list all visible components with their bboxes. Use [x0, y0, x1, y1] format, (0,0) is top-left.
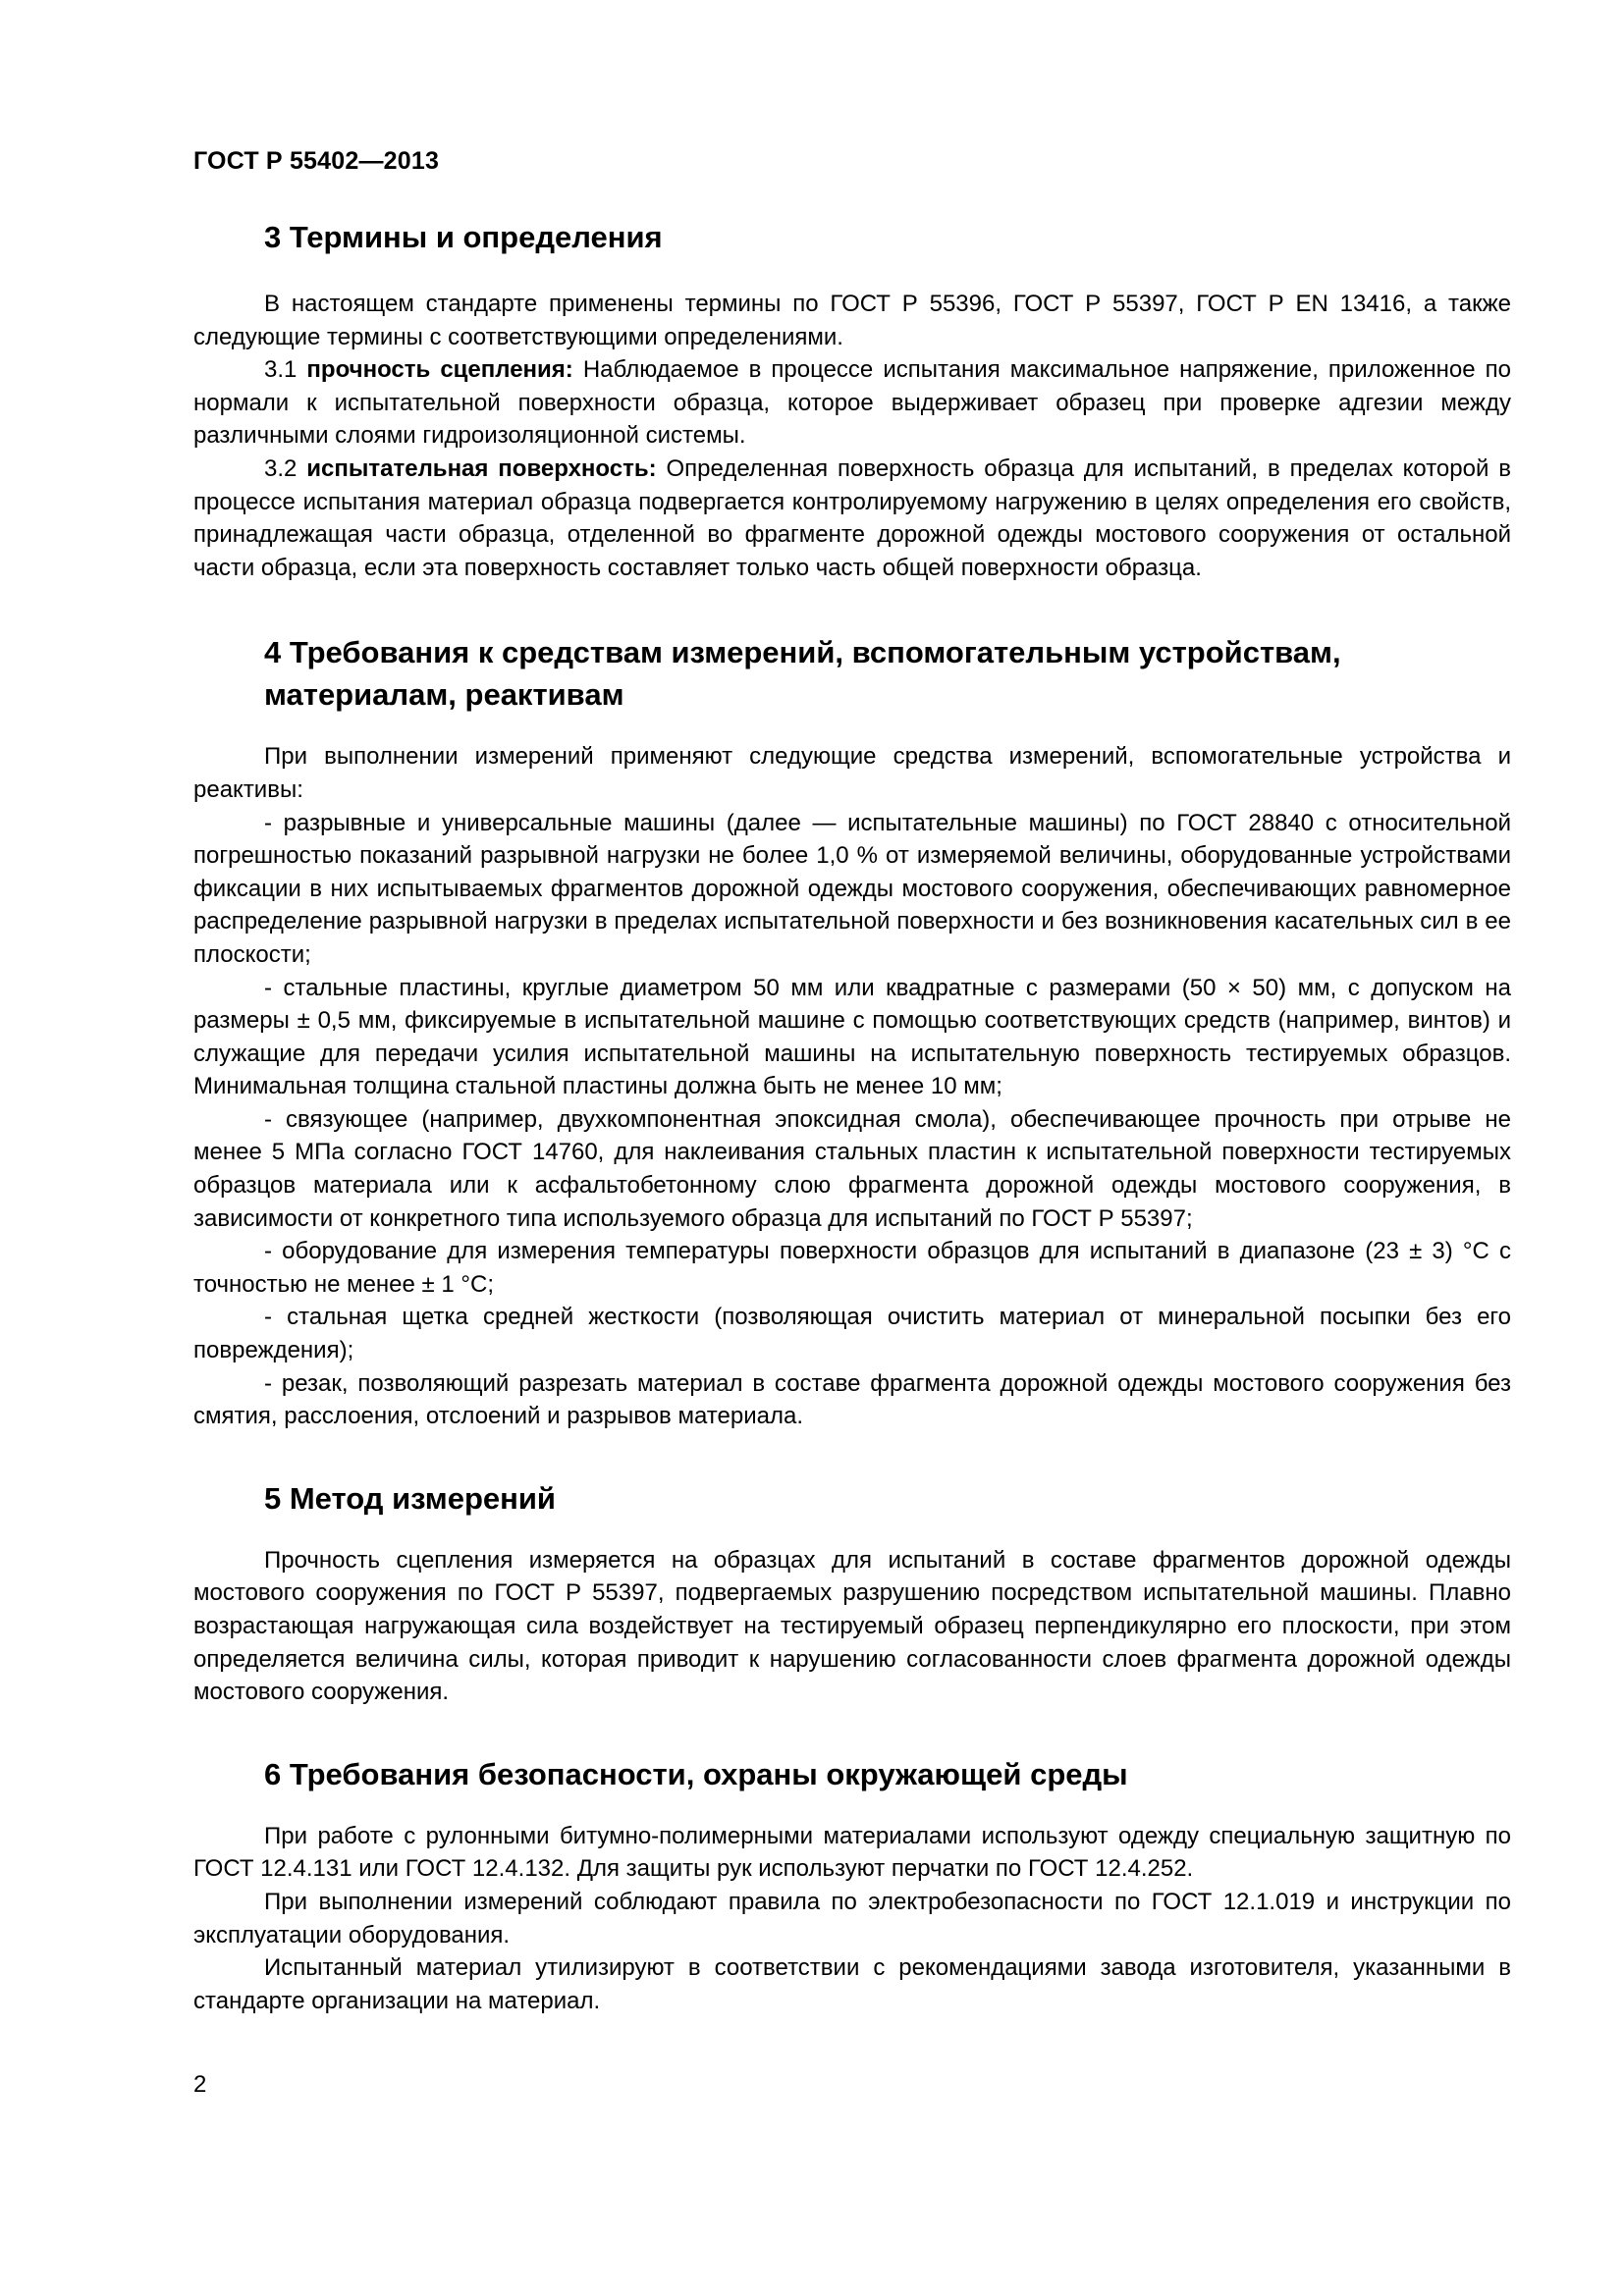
document-header: ГОСТ Р 55402—2013 — [193, 147, 440, 175]
page-number: 2 — [193, 2071, 207, 2098]
list-item: - связующее (например, двухкомпонентная эпоксидная смола), обеспечивающее прочность при отрыве не менее 5 МПа согласно ГОСТ 14760, для наклеивания стальных пластин к испытательной поверхности тестируемых образцов материала или к асфальтобетонному слою фрагмента дорожной одежды мостового сооружения, в зависимости от конкретного типа используемого образца для испытаний по ГОСТ Р 55397; — [193, 1105, 1511, 1232]
section-4-intro: При выполнении измерений применяют следующие средства измерений, вспомогательные устройства и реактивы: — [193, 743, 1511, 803]
section-4-body — [193, 740, 1511, 1432]
list-item: - резак, позволяющий разрезать материал в составе фрагмента дорожной одежды мостового сооружения без смятия, расслоения, отслоений и разрывов материала. — [193, 1369, 1511, 1430]
section-4-title-line2: материалам, реактивам — [264, 677, 624, 713]
term-name: испытательная поверхность: — [306, 454, 657, 482]
section-3-title: 3 Термины и определения — [264, 220, 663, 254]
term-number: 3.1 — [264, 356, 307, 384]
section-6-paragraph: При выполнении измерений соблюдают правила по электробезопасности по ГОСТ 12.1.019 и инструкции по эксплуатации оборудования. — [193, 1888, 1511, 1949]
list-item: - оборудование для измерения температуры поверхности образцов для испытаний в диапазоне (23 ± 3) °С с точностью не менее ± 1 °С; — [193, 1238, 1511, 1298]
term-number: 3.2 — [264, 454, 307, 482]
document-body — [193, 216, 1511, 2017]
section-3-intro: В настоящем стандарте применены термины по ГОСТ Р 55396, ГОСТ Р 55397, ГОСТ Р EN 13416, а также следующие термины с соответствующими определениями. — [193, 291, 1511, 350]
list-item: - стальные пластины, круглые диаметром 50 мм или квадратные с размерами (50 × 50) мм, с допуском на размеры ± 0,5 мм, фиксируемые в испытательной машине с помощью соответствующих средств (например, винтов) и служащие для передачи усилия испытательной машины на испытательную поверхность тестируемых образцов. Минимальная толщина стальной пластины должна быть не менее 10 мм; — [193, 974, 1511, 1100]
section-6-paragraph: Испытанный материал утилизируют в соответствии с рекомендациями завода изготовителя, указанными в стандарте организации на материал. — [193, 1954, 1511, 2014]
section-6-paragraph: При работе с рулонными битумно-полимерными материалами используют одежду специальную защитную по ГОСТ 12.4.131 или ГОСТ 12.4.132. Для защиты рук используют перчатки по ГОСТ 12.4.252. — [193, 1822, 1511, 1883]
section-3-body — [193, 288, 1511, 584]
section-6-title: 6 Требования безопасности, охраны окружающей среды — [264, 1756, 1128, 1791]
term-3-2 — [193, 453, 1511, 584]
term-3-1 — [193, 353, 1511, 453]
section-6-body — [193, 1820, 1511, 2018]
list-item: - стальная щетка средней жесткости (позволяющая очистить материал от минеральной посыпки без его повреждения); — [193, 1304, 1511, 1364]
section-4-title — [193, 631, 1511, 716]
term-name: прочность сцепления: — [306, 356, 573, 384]
term-definition: Наблюдаемое в процессе испытания максимальное напряжение, приложенное по нормали к испытательной поверхности образца, которое выдерживает образец при проверке адгезии между различными слоями гидроизоляционной системы. — [193, 356, 1512, 450]
section-5-paragraph: Прочность сцепления измеряется на образцах для испытаний в составе фрагментов дорожной одежды мостового сооружения по ГОСТ Р 55397, подвергаемых разрушению посредством испытательной машины. Плавно возрастающая нагружающая сила воздействует на тестируемый образец перпендикулярно его плоскости, при этом определяется величина силы, которая приводит к нарушению согласованности слоев фрагмента дорожной одежды мостового сооружения. — [193, 1546, 1511, 1706]
section-5-title: 5 Метод измерений — [264, 1480, 556, 1516]
list-item: - разрывные и универсальные машины (далее — испытательные машины) по ГОСТ 28840 с относительной погрешностью показаний разрывной нагрузки не более 1,0 % от измеряемой величины, оборудованные устройствами фиксации в них испытываемых фрагментов дорожной одежды мостового сооружения, обеспечивающих равномерное распределение разрывной нагрузки в пределах испытательной поверхности и без возникновения касательных сил в ее плоскости; — [193, 809, 1511, 968]
term-definition: Определенная поверхность образца для испытаний, в пределах которой в процессе испытания материал образца подвергается контролируемому нагружению в целях определения его свойств, принадлежащая части образца, отделенной во фрагменте дорожной одежды мостового сооружения от остальной части образца, если эта поверхность составляет только часть общей поверхности образца. — [193, 454, 1512, 581]
section-5-body — [193, 1544, 1511, 1709]
section-4-title-line1: 4 Требования к средствам измерений, вспомогательным устройствам, — [264, 635, 1341, 670]
